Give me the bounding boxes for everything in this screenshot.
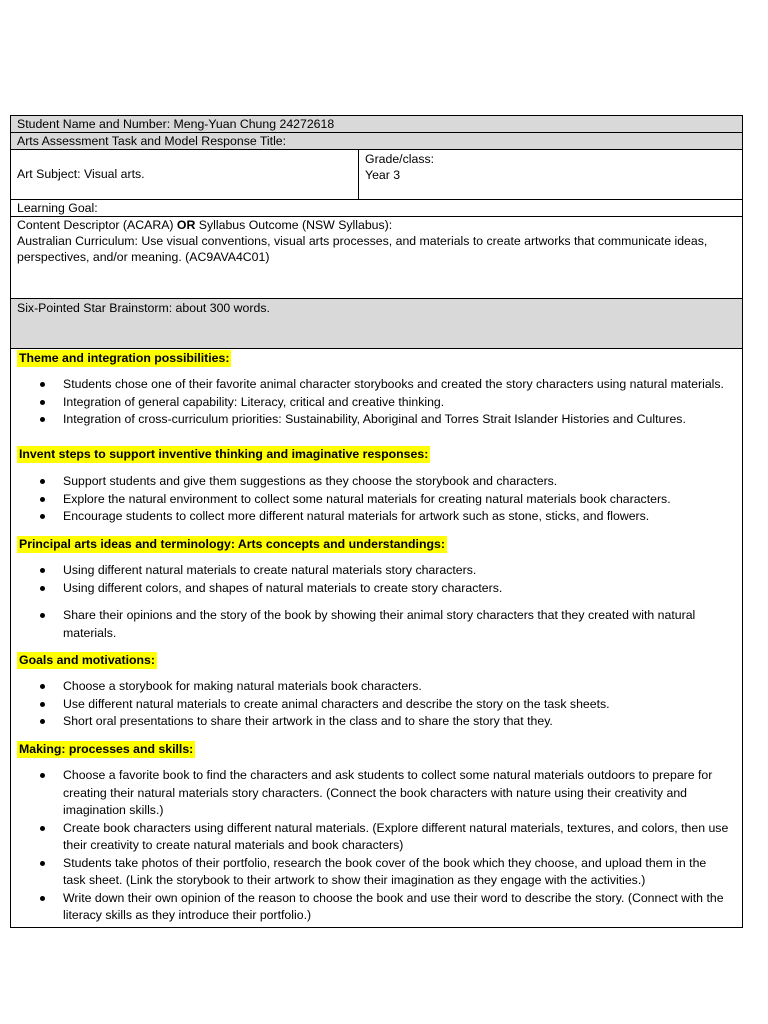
goals-list — [11, 678, 732, 731]
list-item: Create book characters using different natural materials. (Explore different natural materials, textures, and colors, then use their creativity to create natural materials and book characters) — [11, 820, 732, 855]
list-item: Encourage students to collect more different natural materials for artwork such as stone, sticks, and flowers. — [11, 508, 732, 526]
grade-label: Grade/class: — [365, 152, 435, 166]
list-item: Share their opinions and the story of the book by showing their animal story characters that they created with natural materials. — [11, 607, 732, 642]
grade-value: Year 3 — [365, 168, 401, 182]
brainstorm-row — [11, 299, 742, 349]
task-title: Arts Assessment Task and Model Response Title: — [17, 134, 287, 148]
list-item: Support students and give them suggestions as they choose the storybook and characters. — [11, 473, 732, 491]
student-row — [11, 116, 742, 133]
theme-list — [11, 376, 732, 429]
making-list — [11, 767, 732, 925]
learning-goal: Learning Goal: — [17, 201, 98, 215]
section-heading-theme: Theme and integration possibilities: — [19, 351, 230, 365]
content-descriptor-row — [11, 217, 742, 299]
subject-grade-row — [11, 150, 742, 200]
grade-block — [359, 151, 440, 183]
list-item: Using different natural materials to create natural materials story characters. — [11, 562, 732, 580]
list-item: Using different colors, and shapes of natural materials to create story characters. — [11, 580, 732, 598]
list-item: Students chose one of their favorite animal character storybooks and created the story characters using natural materials. — [11, 376, 732, 394]
invent-list — [11, 473, 732, 526]
list-item: Write down their own opinion of the reason to choose the book and use their word to describe the story. (Connect with the literacy skills as they introduce their portfolio.) — [11, 890, 732, 925]
assessment-form — [10, 115, 743, 928]
list-item: Students take photos of their portfolio, research the book cover of the book which they choose, and upload them in the task sheet. (Link the storybook to their artwork to show their imagination as they engage with the activities.) — [11, 855, 732, 890]
descriptor-or: OR — [176, 218, 196, 232]
brainstorm-label: Six-Pointed Star Brainstorm: about 300 words. — [17, 301, 270, 315]
section-heading-making: Making: processes and skills: — [19, 742, 194, 756]
list-item: Integration of cross-curriculum priorities: Sustainability, Aboriginal and Torres Strait Islander Histories and Cultures. — [11, 411, 732, 429]
principal-list — [11, 562, 732, 642]
brainstorm-content — [11, 349, 742, 927]
list-item: Choose a storybook for making natural materials book characters. — [11, 678, 732, 696]
descriptor-pre: Content Descriptor (ACARA) — [17, 218, 177, 232]
student-name: Student Name and Number: Meng-Yuan Chung 24272618 — [17, 117, 335, 131]
list-item: Choose a favorite book to find the characters and ask students to collect some natural materials outdoors to prepare for creating their natural materials story characters. (Connect the book characters with nature using their creativity and imagination skills.) — [11, 767, 732, 820]
descriptor-post: Syllabus Outcome (NSW Syllabus): — [195, 218, 393, 232]
content-descriptor-heading — [11, 217, 742, 233]
section-heading-goals: Goals and motivations: — [19, 653, 155, 667]
list-item: Explore the natural environment to collect some natural materials for creating natural materials book characters. — [11, 491, 732, 509]
section-heading-invent: Invent steps to support inventive thinking and imaginative responses: — [19, 447, 429, 461]
list-item: Short oral presentations to share their artwork in the class and to share the story that they. — [11, 713, 732, 731]
curriculum-text: Australian Curriculum: Use visual conventions, visual arts processes, and materials to create artworks that communicate ideas, perspectives, and/or meaning. (AC9AVA4C01) — [17, 234, 708, 264]
section-heading-principal: Principal arts ideas and terminology: Arts concepts and understandings: — [19, 537, 445, 551]
art-subject: Art Subject: Visual arts. — [17, 167, 145, 181]
learning-goal-row — [11, 200, 742, 217]
list-item: Integration of general capability: Literacy, critical and creative thinking. — [11, 394, 732, 412]
task-title-row — [11, 133, 742, 150]
list-item: Use different natural materials to create animal characters and describe the story on the task sheets. — [11, 696, 732, 714]
